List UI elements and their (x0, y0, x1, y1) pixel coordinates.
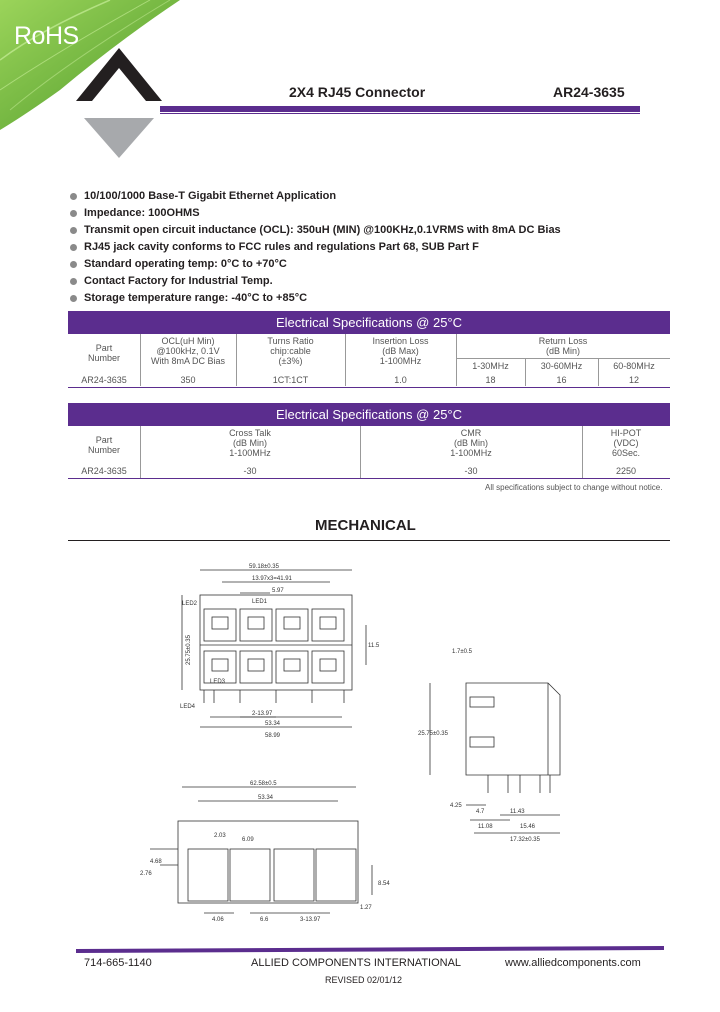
t2-cmr-header: CMR (dB Min) 1-100MHz (450, 428, 492, 458)
allied-logo (74, 46, 164, 158)
header-rule-thin (160, 113, 640, 114)
t1-row-part: AR24-3635 (81, 375, 127, 385)
bullet-icon (70, 210, 77, 217)
t2-hipot-header: HI-POT (VDC) 60Sec. (610, 428, 642, 458)
t2-part-header: Part Number (87, 435, 120, 455)
t2-row-hipot: 2250 (615, 466, 637, 476)
t1-row-rl1: 18 (485, 375, 496, 385)
dim-text: 4.7 (476, 809, 485, 815)
feature-item: 10/100/1000 Base-T Gigabit Ethernet Application (70, 188, 561, 205)
part-number: AR24-3635 (553, 84, 625, 100)
dim-text: LED3 (210, 679, 226, 685)
t1-part-header: Part Number (87, 343, 120, 363)
spec-table-2-title: Electrical Specifications @ 25°C (68, 403, 670, 426)
footer-revised: REVISED 02/01/12 (325, 975, 403, 985)
bullet-icon (70, 261, 77, 268)
t1-row-ocl: 350 (180, 375, 196, 385)
t1-ocl-header: OCL(uH Min) @100kHz, 0.1V With 8mA DC Bias (150, 336, 226, 366)
t2-row-part: AR24-3635 (81, 466, 127, 476)
feature-item: Impedance: 100OHMS (70, 205, 561, 222)
dim-text: 11.08 (478, 824, 493, 830)
bullet-icon (70, 295, 77, 302)
dim-text: 4.25 (450, 803, 462, 809)
dim-text: 2-13.97 (252, 711, 273, 717)
spec-note: All specifications subject to change without notice. (485, 483, 663, 492)
bullet-icon (70, 227, 77, 234)
dim-text: 13.97x3=41.91 (252, 576, 292, 582)
dim-text: 11.5 (368, 643, 380, 649)
dim-text: 53.34 (265, 721, 281, 727)
bullet-icon (70, 278, 77, 285)
mechanical-rule (68, 540, 670, 541)
t1-rl-sub-2: 30-60MHz (540, 361, 583, 371)
footer-url[interactable]: www.alliedcomponents.com (505, 957, 641, 969)
t1-rl-sub-3: 60-80MHz (613, 361, 655, 371)
dim-text: 1.7±0.5 (452, 649, 472, 655)
bullet-icon (70, 244, 77, 251)
header-rule (160, 106, 640, 112)
footer-phone: 714-665-1140 (84, 957, 152, 969)
dim-text: 3-13.97 (300, 917, 321, 923)
t2-ct-header: Cross Talk (dB Min) 1-100MHz (229, 428, 271, 458)
dim-text: 1.27 (360, 905, 372, 911)
dim-text: LED1 (252, 599, 268, 605)
page-title: 2X4 RJ45 Connector (289, 84, 426, 100)
dim-text: 58.99 (265, 733, 281, 739)
mechanical-title: MECHANICAL (315, 517, 416, 534)
t1-rl-sub-1: 1-30MHz (472, 361, 509, 371)
dim-text: 6.09 (242, 837, 254, 843)
dim-text: 4.06 (212, 917, 224, 923)
dim-text: 59.18±0.35 (249, 564, 279, 570)
rohs-label: RoHS (14, 22, 79, 50)
feature-item: Storage temperature range: -40°C to +85°C (70, 290, 561, 307)
t1-rl-header: Return Loss (dB Min) (538, 336, 588, 356)
dim-text: 11.43 (510, 809, 525, 815)
dim-text: 17.32±0.35 (510, 837, 540, 843)
dim-text: 15.46 (520, 824, 536, 830)
feature-item: RJ45 jack cavity conforms to FCC rules and regulations Part 68, SUB Part F (70, 239, 561, 256)
t2-row-cmr: -30 (464, 466, 478, 476)
spec-table-1-title: Electrical Specifications @ 25°C (68, 311, 670, 334)
dim-text: 6.6 (260, 917, 269, 923)
t1-row-turns: 1CT:1CT (272, 375, 309, 385)
feature-item: Standard operating temp: 0°C to +70°C (70, 256, 561, 273)
dim-text: LED2 (182, 601, 198, 607)
mechanical-drawing (0, 545, 720, 940)
t1-row-rl3: 12 (628, 375, 639, 385)
dim-text: 62.58±0.5 (250, 781, 277, 787)
dim-text: 2.03 (214, 833, 226, 839)
t1-row-rl2: 16 (556, 375, 567, 385)
feature-list (70, 188, 561, 307)
dim-text: 8.54 (378, 881, 390, 887)
dim-text: 2.76 (140, 871, 152, 877)
dim-text: 25.75±0.35 (186, 635, 192, 665)
bullet-icon (70, 193, 77, 200)
feature-item: Contact Factory for Industrial Temp. (70, 273, 561, 290)
t1-il-header: Insertion Loss (dB Max) 1-100MHz (372, 336, 429, 366)
dim-text: LED4 (180, 704, 196, 710)
footer-company: ALLIED COMPONENTS INTERNATIONAL (251, 957, 462, 969)
t2-row-ct: -30 (243, 466, 257, 476)
dim-text: 53.34 (258, 795, 274, 801)
dim-text: 5.97 (272, 588, 284, 594)
dim-text: 4.68 (150, 859, 162, 865)
t1-turns-header: Turns Ratio chip:cable (±3%) (267, 336, 314, 366)
feature-item: Transmit open circuit inductance (OCL): 350uH (MIN) @100KHz,0.1VRMS with 8mA DC Bias (70, 222, 561, 239)
footer-rule (76, 946, 664, 953)
t1-row-il: 1.0 (394, 375, 407, 385)
dim-text: 25.75±0.35 (418, 731, 448, 737)
